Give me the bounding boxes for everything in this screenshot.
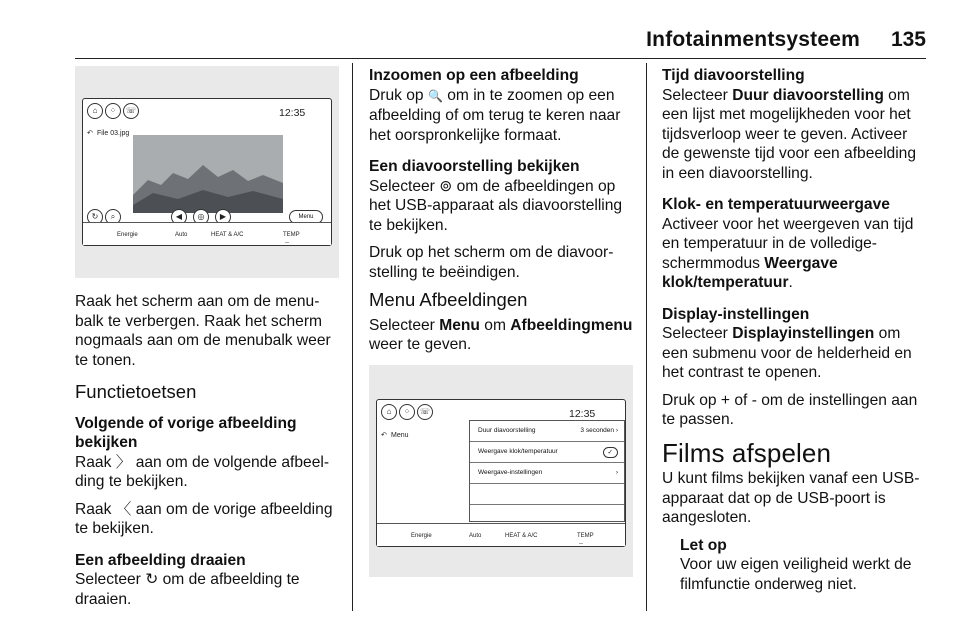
climate-bar [83, 222, 331, 245]
energy-label: Energie [411, 532, 432, 539]
back-icon: ↶ [381, 431, 387, 439]
energy-label: Energie [117, 232, 138, 238]
menu-label: Menu [391, 431, 409, 439]
home-icon: ⌂ [87, 103, 103, 119]
header-rule [75, 58, 926, 59]
section-heading-films: Films afspelen [662, 437, 832, 468]
phone-icon: ☏ [417, 404, 433, 420]
column-divider-2 [646, 63, 647, 611]
apps-icon: ⁘ [105, 103, 121, 119]
menu-screenshot [369, 365, 633, 577]
back-icon: ↶ [87, 130, 93, 137]
list-item: Duur diavoorstelling 3 seconden › [470, 421, 624, 442]
settings-list [469, 420, 625, 522]
mountain-photo [133, 135, 283, 213]
menu-button: Menu [289, 210, 323, 224]
note-box [680, 536, 928, 595]
previous-icon: 〈 [115, 500, 132, 518]
clock-temp-text: Activeer voor het weergeven van tijd en temperatuur in de volledige-schermmodus Weergave klok/temperatuur. [662, 215, 914, 291]
toggle-check-icon: ✓ [603, 447, 618, 458]
list-item-empty [470, 484, 624, 505]
rotate-instruction: Selecteer ↻ om de afbeelding te draaien. [75, 571, 300, 608]
rotate-icon: ↻ [87, 209, 103, 225]
list-item: Weergave klok/temperatuur ✓ [470, 442, 624, 463]
rotate-icon: ↻ [145, 571, 159, 588]
auto-label: Auto [469, 532, 482, 539]
subsection-display: Display-instellingen [662, 305, 810, 323]
column-1 [75, 66, 343, 617]
subsection-rotate: Een afbeelding draaien [75, 551, 246, 569]
infotainment-screen [82, 98, 332, 246]
apps-icon: ⁘ [399, 404, 415, 420]
temp-label: TEMP [283, 232, 300, 238]
subsection-slide-duration: Tijd diavoorstelling [662, 67, 805, 84]
clock: 12:35 [569, 407, 596, 420]
zoom-icon: ⌕ [105, 209, 121, 225]
home-icon: ⌂ [381, 404, 397, 420]
phone-icon: ☏ [123, 103, 139, 119]
slideshow-instruction: Selecteer ⊚ om de afbeeldingen op het USB-apparaat als diavoorstelling te bekijken. [369, 177, 623, 234]
subsection-clock-temp: Klok- en temperatuurweergave [662, 196, 890, 213]
menu-instruction: Selecteer Menu om Afbeeldingmenu weer te geven. [369, 316, 633, 353]
section-title: Functietoetsen [75, 381, 197, 402]
note-title: Let op [680, 536, 727, 554]
prev-instruction: Raak 〈 aan om de vorige afbeelding te bekijken. [75, 500, 333, 537]
column-3 [662, 66, 928, 602]
column-2 [369, 66, 635, 577]
next-icon: 〉 [115, 453, 132, 471]
slideshow-icon: ⊚ [439, 177, 453, 195]
temp-label: TEMP [577, 532, 594, 539]
slide-duration-text: Selecteer Duur diavoorstelling om een lijst met mogelijkheden voor het tijdsverloop weer te geven. Activeer de gewenste tijd voor een afbeelding in een diavoorstelling. [662, 86, 917, 182]
next-instruction: Raak 〉 aan om de volgende afbeel-ding te bekijken. [75, 453, 330, 490]
films-text: U kunt films bekijken vanaf een USB-apparaat dat op de USB-poort is aangesloten. [662, 470, 920, 526]
clock: 12:35 [279, 107, 306, 119]
next-icon: ▶ [215, 209, 231, 225]
climate-bar [377, 523, 625, 546]
infotainment-screen-menu [376, 399, 626, 547]
column-divider-1 [352, 63, 353, 611]
slideshow-stop: Druk op het scherm om de diavoor-stelling te beëindigen. [369, 244, 614, 281]
subsection-zoom: Inzoomen op een afbeelding [369, 67, 579, 84]
zoom-icon: 🔍 [427, 88, 443, 103]
list-item: Weergave-instellingen › [470, 463, 624, 484]
photo-viewer-screenshot [75, 66, 339, 278]
zoom-instruction: Druk op 🔍 om in te zoomen op een afbeelding of om terug te keren naar het oorspronkelijke formaat. [369, 86, 621, 144]
subsection-next-prev: Volgende of vorige afbeelding bekijken [75, 414, 297, 451]
heat-ac-label: HEAT & A/C [211, 232, 244, 238]
intro-paragraph: Raak het scherm aan om de menu-balk te verbergen. Raak het scherm nogmaals aan om de menubalk weer te tonen. [75, 293, 331, 369]
menu-section-title: Menu Afbeeldingen [369, 289, 528, 310]
temp-value: -- [579, 540, 583, 547]
page-header [0, 28, 960, 54]
note-text: Voor uw eigen veiligheid werkt de filmfunctie onderweg niet. [680, 556, 912, 593]
temp-value: -- [285, 240, 289, 246]
mountain-image [133, 135, 283, 213]
running-title: Infotainmentsysteem [646, 28, 860, 51]
display-adjust-text: Druk op + of - om de instellingen aan te passen. [662, 391, 918, 428]
slideshow-icon: ◎ [193, 209, 209, 225]
display-text: Selecteer Displayinstellingen om een submenu voor de helderheid en het contrast te openen. [662, 325, 912, 381]
previous-icon: ◀ [171, 209, 187, 225]
subsection-slideshow: Een diavoorstelling bekijken [369, 158, 580, 175]
page-number: 135 [890, 28, 926, 51]
file-label: File 03.jpg [97, 130, 130, 137]
auto-label: Auto [175, 232, 188, 238]
heat-ac-label: HEAT & A/C [505, 532, 538, 539]
